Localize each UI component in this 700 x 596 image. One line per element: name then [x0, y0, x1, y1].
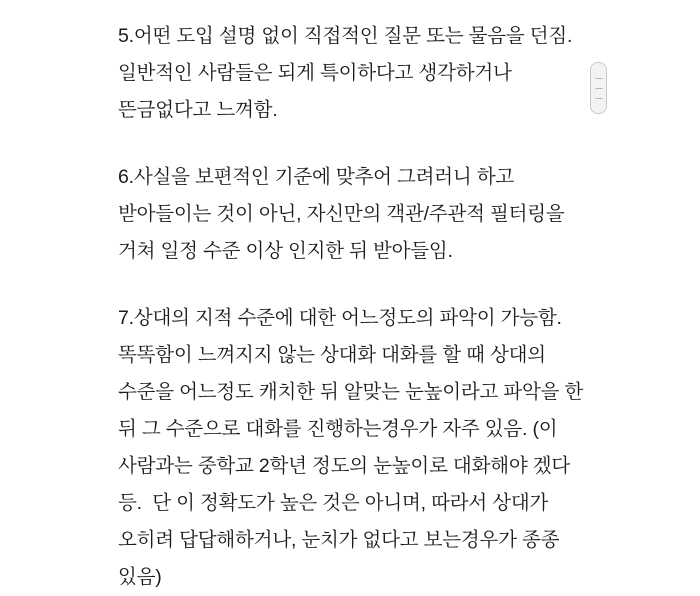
- scrollbar-thumb[interactable]: [590, 62, 607, 114]
- scrollbar-grip-line: [595, 78, 602, 79]
- scrollbar-grip-line: [595, 98, 602, 99]
- page-right-margin: [696, 0, 700, 588]
- document-body: [118, 18, 598, 596]
- paragraph-6: 6.사실을 보편적인 기준에 맞추어 그려러니 하고 받아들이는 것이 아닌, 자신만의 객관/주관적 필터링을 거쳐 일정 수준 이상 인지한 뒤 받아들임.: [118, 166, 570, 262]
- paragraph-5: 5.어떤 도입 설명 없이 직접적인 질문 또는 물음을 던짐. 일반적인 사람들은 되게 특이하다고 생각하거나 뜬금없다고 느껴함.: [118, 25, 578, 121]
- scrollbar-grip-line: [595, 88, 602, 89]
- paragraph-7: 7.상대의 지적 수준에 대한 어느정도의 파악이 가능함. 똑똑함이 느껴지지 않는 상대화 대화를 할 때 상대의 수준을 어느정도 캐치한 뒤 알맞는 눈높이라고 파악을 한 뒤 그 수준으로 대화를 진행하는경우가 자주 있음. (이 사람과는 중학교 2학년 정도의 눈높이로 대화해야 겠다 등. 단 이 정확도가 높은 것은 아니며, 따라서 상대가 오히려 답답해하거나, 눈치가 없다고 보는경우가 종종 있음): [118, 307, 589, 588]
- page-left-margin: [0, 0, 4, 588]
